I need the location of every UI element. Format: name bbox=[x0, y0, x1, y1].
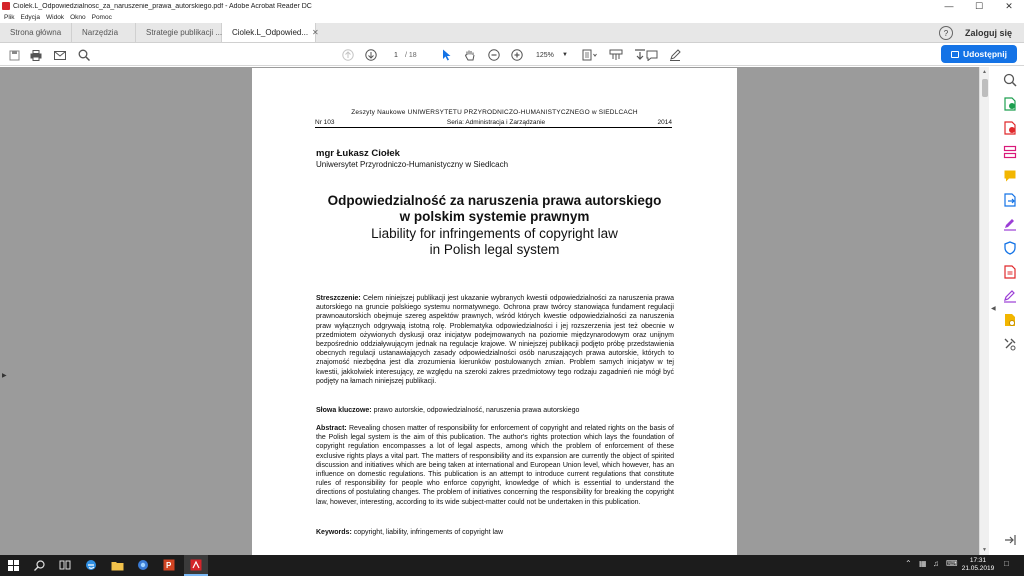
page-fit-icon[interactable] bbox=[582, 48, 598, 62]
windows-start-icon[interactable] bbox=[6, 558, 20, 572]
clock-time: 17:31 bbox=[969, 557, 987, 564]
keywords-english-text: copyright, liability, infringements of copyright law bbox=[351, 529, 504, 536]
zoom-in-icon[interactable] bbox=[511, 48, 523, 62]
browser-icon[interactable] bbox=[136, 558, 150, 572]
menu-file[interactable]: Plik bbox=[4, 14, 15, 21]
task-view-icon[interactable] bbox=[58, 558, 72, 572]
powerpoint-icon[interactable] bbox=[162, 558, 176, 572]
taskbar-clock[interactable] bbox=[960, 557, 996, 573]
menu-bar bbox=[0, 12, 1024, 23]
pen-icon[interactable] bbox=[669, 48, 681, 62]
help-icon[interactable]: ? bbox=[939, 26, 953, 40]
select-cursor-icon[interactable] bbox=[441, 48, 453, 62]
comment-tool-icon[interactable] bbox=[1003, 169, 1017, 183]
abstract-polish bbox=[316, 294, 674, 386]
create-pdf-icon[interactable] bbox=[1003, 121, 1017, 135]
scroll-up-icon[interactable]: ▲ bbox=[982, 69, 987, 75]
abstract-english bbox=[316, 424, 674, 507]
pdf-page bbox=[252, 68, 737, 555]
right-pane-collapse-icon[interactable]: ◀ bbox=[991, 306, 996, 312]
journal-issue-line bbox=[315, 119, 672, 128]
login-link[interactable]: Zaloguj się bbox=[964, 27, 1012, 38]
tab-bar bbox=[0, 23, 1024, 43]
svg-text:P: P bbox=[166, 561, 172, 570]
title-english-line-1: Liability for infringements of copyright law bbox=[371, 226, 618, 241]
keywords-polish-text: prawo autorskie, odpowiedzialność, naruszenia prawa autorskiego bbox=[371, 407, 580, 414]
share-icon bbox=[951, 51, 959, 58]
windows-taskbar bbox=[0, 555, 1024, 576]
zoom-out-icon[interactable] bbox=[488, 48, 500, 62]
abstract-english-label: Abstract: bbox=[316, 425, 347, 432]
abstract-english-text: Revealing chosen matter of responsibility for enforcement of copyright and related rights on the basis of the Polish legal system is the aim of this publication. The author's rights protection which lays the foundation of copyright regulation encompasses a lot of legal aspects, among which the problem of enforcement of these exclusive rights plays a vital part. The matters of responsibility and its expansion are currently the object of spirited discussion and initiatives which are being taken at international and European Union level, which however, has an influence on domestic regulations. This publication is an attempt to introduce current regulations that constitute rules of responsibility for people who enforce copyright, knowledge of which is essential to understand the directions of postulating changes. The problem of initiatives concerning the responsibility for breaking the copyright law, however, interesting, according to its wide subject-matter could not be undertaken in this publication. bbox=[316, 425, 674, 506]
zoom-value: 125% bbox=[536, 51, 554, 59]
email-icon[interactable] bbox=[54, 48, 66, 62]
export-pdf-icon[interactable] bbox=[1003, 97, 1017, 111]
zoom-select[interactable] bbox=[534, 49, 570, 61]
title-polish bbox=[252, 193, 737, 225]
title-polish-line-2: w polskim systemie prawnym bbox=[399, 209, 590, 224]
keywords-english bbox=[316, 528, 674, 537]
download-icon[interactable] bbox=[633, 48, 647, 62]
language-icon[interactable]: ⌨ bbox=[946, 559, 958, 568]
issue-number: Nr 103 bbox=[315, 119, 335, 126]
protect-icon[interactable] bbox=[1003, 241, 1017, 255]
acrobat-app-icon bbox=[2, 2, 10, 10]
tab-close-icon[interactable]: ✕ bbox=[312, 28, 319, 37]
title-polish-line-1: Odpowiedzialność za naruszenia prawa autorskiego bbox=[327, 193, 662, 208]
save-icon[interactable] bbox=[8, 48, 20, 62]
minimize-icon[interactable]: — bbox=[944, 1, 954, 11]
zoom-tool-icon[interactable] bbox=[1003, 73, 1017, 87]
hand-tool-icon[interactable] bbox=[464, 48, 476, 62]
share-button[interactable] bbox=[941, 45, 1017, 63]
page-number-input[interactable]: 1 bbox=[394, 51, 398, 59]
issue-year: 2014 bbox=[657, 119, 672, 126]
scroll-thumb[interactable] bbox=[982, 79, 988, 97]
tab-document-2[interactable] bbox=[222, 23, 319, 42]
page-total: / 18 bbox=[405, 51, 417, 59]
send-for-review-icon[interactable] bbox=[1003, 193, 1017, 207]
series-name: Seria: Administracja i Zarządzanie bbox=[446, 119, 546, 126]
keywords-polish bbox=[316, 406, 674, 415]
search-taskbar-icon[interactable] bbox=[32, 558, 46, 572]
menu-edit[interactable]: Edycja bbox=[20, 14, 40, 21]
pdf-edit-icon[interactable] bbox=[1003, 265, 1017, 279]
vertical-scrollbar[interactable] bbox=[979, 67, 989, 555]
print-icon[interactable] bbox=[30, 48, 42, 62]
left-pane-toggle-icon[interactable]: ▶ bbox=[2, 373, 7, 379]
tab-document-1-label: Strategie publikacji ... bbox=[146, 28, 223, 37]
menu-help[interactable]: Pomoc bbox=[91, 14, 112, 21]
toolbar bbox=[0, 44, 1024, 66]
title-english-line-2: in Polish legal system bbox=[429, 242, 560, 257]
prev-page-icon[interactable] bbox=[342, 48, 354, 62]
tab-document-2-label: Ciolek.L_Odpowied... bbox=[232, 28, 309, 37]
chevron-down-icon: ▼ bbox=[562, 52, 568, 58]
title-bar bbox=[0, 0, 1024, 12]
author-affiliation: Uniwersytet Przyrodniczo-Humanistyczny w Siedlcach bbox=[316, 160, 509, 169]
title-english bbox=[252, 226, 737, 258]
volume-icon[interactable]: ♫ bbox=[933, 559, 939, 568]
close-icon[interactable]: ✕ bbox=[1005, 0, 1013, 11]
journal-header: Zeszyty Naukowe UNIWERSYTETU PRZYRODNICZO-HUMANISTYCZNEGO w SIEDLCACH bbox=[351, 109, 638, 116]
tab-home[interactable]: Strona główna bbox=[0, 23, 72, 42]
stamp-icon[interactable] bbox=[1003, 313, 1017, 327]
menu-window[interactable]: Okno bbox=[70, 14, 86, 21]
tab-document-1[interactable] bbox=[136, 23, 222, 42]
window-title: Ciolek.L_Odpowiedzialnosc_za_naruszenie_prawa_autorskiego.pdf - Adobe Acrobat Reader DC bbox=[13, 2, 312, 10]
author-name: mgr Łukasz Ciołek bbox=[316, 148, 400, 159]
next-page-icon[interactable] bbox=[365, 48, 377, 62]
organize-pages-icon[interactable] bbox=[1003, 145, 1017, 159]
notifications-icon[interactable]: □ bbox=[1004, 559, 1009, 568]
clock-date: 21.05.2019 bbox=[961, 565, 995, 572]
acrobat-taskbar-icon[interactable] bbox=[189, 558, 203, 572]
edge-browser-icon[interactable] bbox=[84, 558, 98, 572]
search-icon[interactable] bbox=[78, 48, 90, 62]
fill-sign-icon[interactable] bbox=[1003, 217, 1017, 231]
tray-chevron-icon[interactable]: ⌃ bbox=[905, 559, 912, 568]
right-tools-pane bbox=[997, 67, 1024, 555]
share-label: Udostępnij bbox=[963, 49, 1007, 59]
annotate-pen-icon[interactable] bbox=[1003, 289, 1017, 303]
more-tools-icon[interactable] bbox=[1003, 337, 1017, 351]
scroll-down-icon[interactable]: ▼ bbox=[982, 547, 987, 553]
tab-tools[interactable]: Narzędzia bbox=[72, 23, 136, 42]
maximize-icon[interactable]: ☐ bbox=[974, 0, 984, 11]
window-controls bbox=[934, 0, 1024, 12]
file-explorer-icon[interactable] bbox=[110, 558, 124, 572]
abstract-polish-text: Celem niniejszej publikacji jest ukazanie wybranych kwestii odpowiedzialności za naruszenia prawa autorskiego na gruncie polskiego systemu normatywnego. Ochrona praw twórcy stanowiąca fundament regulacji prawnoautorskich obejmuje szereg aspektów prawnych, wśród których kwestie odpowiedzialności za naruszenia praw wyłącznych odgrywają istotną rolę. Problematyka odpowiedzialności i jej rozszerzenia jest też obecnie w przedmiotem ożywionych dyskusji oraz inicjatyw podejmowanych na poziomie międzynarodowym oraz unijnym bezpośrednio oddziaływującym jednak na regulacje krajowe. W niniejszej publikacji podjęto próbę przedstawienia obecnych regulacji ustanawiających zasady odpowiedzialności osób naruszających prawa autorskie, których to znajomość niezbędna jest dla zrozumienia kierunków postulowanych zmian. Problem samych inicjatyw w tej kwestii, jakkolwiek interesujący, ze względu na szeroki zakres przedmiotowy tego rodzaju zagadnień nie mógł być podjęty na łamach niniejszej publikacji. bbox=[316, 295, 674, 385]
keywords-polish-label: Słowa kluczowe: bbox=[316, 407, 372, 414]
comment-icon[interactable] bbox=[646, 48, 658, 62]
keywords-english-label: Keywords: bbox=[316, 529, 352, 536]
collapse-pane-icon[interactable] bbox=[1003, 533, 1017, 547]
abstract-polish-label: Streszczenie: bbox=[316, 295, 361, 302]
menu-view[interactable]: Widok bbox=[46, 14, 65, 21]
tab-bar-spacer bbox=[316, 23, 939, 42]
network-icon[interactable]: ▦ bbox=[919, 559, 927, 568]
keyboard-tool-icon[interactable] bbox=[609, 48, 623, 62]
